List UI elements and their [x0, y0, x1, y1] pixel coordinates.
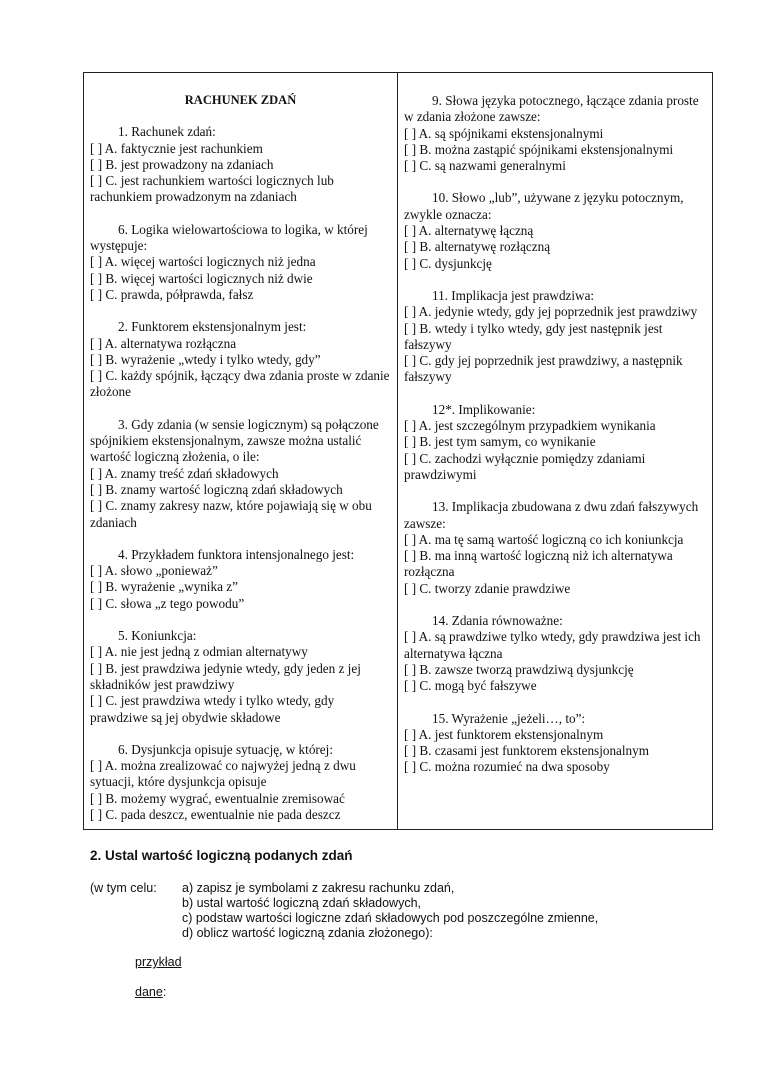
question-text: 1. Rachunek zdań: — [118, 124, 216, 140]
left-column — [84, 73, 398, 829]
instruction-step: d) oblicz wartość logiczną zdania złożonego): — [182, 926, 433, 940]
answer-option[interactable]: [ ] B. ma inną wartość logiczną niż ich alternatywa rozłączna — [404, 548, 673, 580]
answer-option[interactable]: [ ] B. zawsze tworzą prawdziwą dysjunkcję — [404, 661, 634, 677]
question — [90, 417, 391, 531]
left-question-list — [90, 124, 391, 823]
answer-option[interactable]: [ ] C. dysjunkcję — [404, 255, 492, 271]
answer-option[interactable]: [ ] C. zachodzi wyłącznie pomiędzy zdaniami prawdziwymi — [404, 450, 646, 482]
data-label-colon: : — [162, 985, 167, 999]
question — [404, 402, 706, 483]
question-text: 11. Implikacja jest prawdziwa: — [432, 287, 595, 303]
answer-option[interactable]: [ ] B. wtedy i tylko wtedy, gdy jest następnik jest fałszywy — [404, 320, 663, 352]
question-text: 10. Słowo „lub”, używane z języku potocznym, zwykle oznacza: — [404, 190, 684, 222]
question-text: 6. Dysjunkcja opisuje sytuację, w której: — [118, 741, 333, 757]
answer-option[interactable]: [ ] A. alternatywę łączną — [404, 223, 534, 239]
example-label-text: przykład — [135, 955, 182, 969]
question — [404, 288, 706, 386]
answer-option[interactable]: [ ] B. możemy wygrać, ewentualnie zremisować — [90, 790, 345, 806]
answer-option[interactable]: [ ] A. alternatywa rozłączna — [90, 335, 237, 351]
answer-option[interactable]: [ ] A. słowo „ponieważ” — [90, 563, 218, 579]
answer-option[interactable]: [ ] A. można zrealizować co najwyżej jedną z dwu sytuacji, które dysjunkcja opisuje — [90, 758, 356, 790]
right-column — [398, 73, 712, 829]
question — [404, 499, 706, 597]
question-text: 6. Logika wielowartościowa to logika, w której występuje: — [90, 221, 368, 254]
answer-option[interactable]: [ ] A. nie jest jedną z odmian alternatywy — [90, 644, 308, 660]
question — [404, 93, 706, 174]
instruction-step: b) ustal wartość logiczną zdań składowych, — [182, 896, 422, 910]
question-text: 4. Przykładem funktora intensjonalnego jest: — [118, 546, 355, 562]
right-question-list — [404, 93, 706, 776]
answer-option[interactable]: [ ] B. jest tym samym, co wynikanie — [404, 434, 596, 450]
question — [90, 742, 391, 823]
answer-option[interactable]: [ ] B. można zastąpić spójnikami ekstensjonalnymi — [404, 141, 674, 157]
instruction-steps — [182, 881, 598, 941]
quiz-table — [83, 72, 713, 830]
answer-option[interactable]: [ ] B. czasami jest funktorem ekstensjonalnym — [404, 743, 650, 759]
answer-option[interactable]: [ ] B. alternatywę rozłączną — [404, 239, 551, 255]
question-text: 5. Koniunkcja: — [118, 628, 197, 644]
answer-option[interactable]: [ ] B. jest prawdziwa jedynie wtedy, gdy jeden z jej składników jest prawdziwy — [90, 660, 361, 692]
answer-option[interactable]: [ ] A. jest szczególnym przypadkiem wynikania — [404, 418, 656, 434]
answer-option[interactable]: [ ] B. więcej wartości logicznych niż dwie — [90, 270, 313, 286]
answer-option[interactable]: [ ] C. można rozumieć na dwa sposoby — [404, 759, 610, 775]
answer-option[interactable]: [ ] A. są prawdziwe tylko wtedy, gdy prawdziwa jest ich alternatywa łączna — [404, 629, 701, 661]
data-label — [135, 985, 166, 999]
answer-option[interactable]: [ ] C. słowa „z tego powodu” — [90, 595, 245, 611]
question-text: 2. Funktorem ekstensjonalnym jest: — [118, 319, 307, 335]
answer-option[interactable]: [ ] A. więcej wartości logicznych niż jedna — [90, 254, 316, 270]
answer-option[interactable]: [ ] B. jest prowadzony na zdaniach — [90, 156, 274, 172]
data-label-text: dane — [135, 985, 163, 999]
answer-option[interactable]: [ ] B. znamy wartość logiczną zdań składowych — [90, 481, 343, 497]
instruction-step: a) zapisz je symbolami z zakresu rachunku zdań, — [182, 881, 455, 895]
answer-option[interactable]: [ ] C. pada deszcz, ewentualnie nie pada deszcz — [90, 806, 341, 822]
question — [404, 711, 706, 776]
question — [90, 547, 391, 612]
question-text: 9. Słowa języka potocznego, łączące zdania proste w zdania złożone zawsze: — [404, 93, 699, 125]
page-title: RACHUNEK ZDAŃ — [184, 93, 297, 107]
instructions-prefix: (w tym celu: — [90, 881, 157, 895]
answer-option[interactable]: [ ] C. każdy spójnik, łączący dwa zdania proste w zdanie złożone — [90, 368, 390, 400]
question — [90, 319, 391, 400]
question — [404, 190, 706, 271]
answer-option[interactable]: [ ] C. jest prawdziwa wtedy i tylko wtedy, gdy prawdziwe są jej obydwie składowe — [90, 693, 335, 725]
question — [404, 613, 706, 694]
answer-option[interactable]: [ ] A. jest funktorem ekstensjonalnym — [404, 726, 604, 742]
answer-option[interactable]: [ ] C. znamy zakresy nazw, które pojawiają się w obu zdaniach — [90, 498, 372, 530]
answer-option[interactable]: [ ] A. są spójnikami ekstensjonalnymi — [404, 125, 604, 141]
question-text: 3. Gdy zdania (w sensie logicznym) są połączone spójnikiem ekstensjonalnym, zawsze można ustalić wartość logiczną złożenia, o ile: — [90, 416, 379, 465]
section-2-title: 2. Ustal wartość logiczną podanych zdań — [90, 848, 353, 863]
question — [90, 124, 391, 205]
answer-option[interactable]: [ ] B. wyrażenie „wtedy i tylko wtedy, gdy” — [90, 351, 321, 367]
question-text: 14. Zdania równoważne: — [432, 613, 563, 629]
answer-option[interactable]: [ ] C. prawda, półprawda, fałsz — [90, 286, 254, 302]
question — [90, 222, 391, 303]
instruction-step: c) podstaw wartości logiczne zdań składowych pod poszczególne zmienne, — [182, 911, 599, 925]
instructions — [90, 881, 598, 941]
example-label — [135, 955, 182, 969]
question-text: 15. Wyrażenie „jeżeli…, to”: — [432, 710, 586, 726]
answer-option[interactable]: [ ] A. znamy treść zdań składowych — [90, 465, 279, 481]
answer-option[interactable]: [ ] C. gdy jej poprzednik jest prawdziwy, a następnik fałszywy — [404, 353, 683, 385]
answer-option[interactable]: [ ] B. wyrażenie „wynika z” — [90, 579, 238, 595]
question-text: 12*. Implikowanie: — [432, 401, 536, 417]
answer-option[interactable]: [ ] C. tworzy zdanie prawdziwe — [404, 580, 571, 596]
question-text: 13. Implikacja zbudowana z dwu zdań fałszywych zawsze: — [404, 499, 699, 531]
answer-option[interactable]: [ ] C. mogą być fałszywe — [404, 678, 537, 694]
answer-option[interactable]: [ ] C. jest rachunkiem wartości logicznych lub rachunkiem prowadzonym na zdaniach — [90, 173, 334, 205]
answer-option[interactable]: [ ] C. są nazwami generalnymi — [404, 158, 566, 174]
answer-option[interactable]: [ ] A. faktycznie jest rachunkiem — [90, 140, 263, 156]
answer-option[interactable]: [ ] A. jedynie wtedy, gdy jej poprzednik jest prawdziwy — [404, 304, 698, 320]
question — [90, 628, 391, 726]
answer-option[interactable]: [ ] A. ma tę samą wartość logiczną co ich koniunkcja — [404, 531, 684, 547]
